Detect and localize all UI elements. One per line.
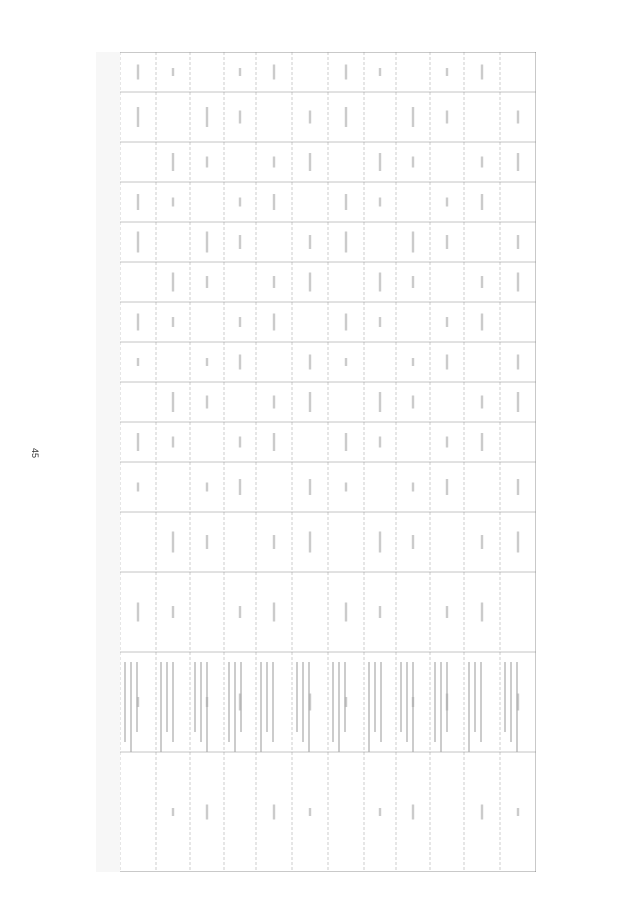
unreadable-cell-value [206, 107, 208, 127]
unreadable-cell-value [379, 808, 381, 816]
unreadable-cell-value [273, 194, 275, 210]
unreadable-cell-value [309, 479, 311, 495]
unreadable-row-name [332, 662, 334, 742]
unreadable-cell-value [379, 532, 381, 553]
unreadable-cell-value [172, 392, 174, 412]
unreadable-cell-value [412, 535, 414, 549]
unreadable-cell-value [273, 433, 275, 451]
unreadable-cell-value [206, 805, 208, 820]
unreadable-row-name [266, 662, 268, 732]
unreadable-row-name [344, 662, 346, 732]
unreadable-cell-value [309, 355, 311, 370]
unreadable-cell-value [345, 358, 347, 366]
unreadable-row-name [380, 662, 382, 742]
unreadable-cell-value [481, 314, 483, 331]
unreadable-cell-value [137, 483, 139, 492]
unreadable-cell-value [273, 535, 275, 549]
unreadable-cell-value [239, 235, 241, 249]
budget-program-table [96, 52, 536, 872]
unreadable-cell-value [273, 157, 275, 168]
unreadable-cell-value [239, 68, 241, 76]
unreadable-cell-value [481, 603, 483, 622]
unreadable-cell-value [137, 194, 139, 210]
unreadable-cell-value [137, 603, 139, 622]
unreadable-row-name [160, 662, 162, 752]
unreadable-row-name [400, 662, 402, 732]
unreadable-cell-value [345, 232, 347, 253]
unreadable-row-name [206, 662, 208, 752]
unreadable-row-name [302, 662, 304, 742]
unreadable-cell-value [172, 153, 174, 171]
unreadable-cell-value [379, 68, 381, 76]
unreadable-cell-value [345, 603, 347, 622]
unreadable-row-name [130, 662, 132, 752]
unreadable-cell-value [239, 317, 241, 327]
unreadable-cell-value [481, 194, 483, 210]
unreadable-row-name [296, 662, 298, 732]
unreadable-cell-value [137, 433, 139, 451]
unreadable-cell-value [481, 157, 483, 168]
unreadable-cell-value [379, 392, 381, 412]
unreadable-row-name [172, 662, 174, 742]
unreadable-cell-value [446, 111, 448, 124]
unreadable-row-name [272, 662, 274, 742]
unreadable-cell-value [206, 535, 208, 549]
unreadable-cell-value [446, 68, 448, 76]
unreadable-row-name [200, 662, 202, 742]
unreadable-cell-value [517, 111, 519, 124]
unreadable-cell-value [137, 314, 139, 331]
unreadable-cell-value [309, 808, 311, 816]
unreadable-cell-value [481, 396, 483, 409]
unreadable-cell-value [172, 317, 174, 327]
unreadable-cell-value [446, 198, 448, 207]
unreadable-cell-value [412, 276, 414, 288]
unreadable-cell-value [379, 198, 381, 207]
unreadable-row-name [504, 662, 506, 732]
unreadable-cell-value [273, 276, 275, 288]
unreadable-cell-value [412, 107, 414, 127]
unreadable-cell-value [309, 392, 311, 412]
unreadable-cell-value [446, 235, 448, 249]
unreadable-cell-value [273, 65, 275, 80]
unreadable-cell-value [239, 606, 241, 618]
unreadable-cell-value [172, 437, 174, 448]
unreadable-cell-value [309, 235, 311, 249]
unreadable-cell-value [517, 392, 519, 412]
unreadable-cell-value [172, 606, 174, 618]
unreadable-cell-value [172, 198, 174, 207]
unreadable-cell-value [481, 805, 483, 820]
unreadable-row-name [474, 662, 476, 732]
unreadable-row-name [374, 662, 376, 732]
unreadable-row-name [260, 662, 262, 752]
unreadable-row-name [368, 662, 370, 752]
unreadable-cell-value [239, 437, 241, 448]
unreadable-cell-value [239, 479, 241, 495]
unreadable-cell-value [137, 358, 139, 366]
unreadable-cell-value [206, 232, 208, 253]
unreadable-cell-value [206, 157, 208, 168]
unreadable-cell-value [309, 273, 311, 292]
unreadable-cell-value [345, 433, 347, 451]
page-number: 45 [30, 447, 41, 459]
unreadable-row-name [338, 662, 340, 752]
unreadable-cell-value [345, 194, 347, 210]
unreadable-row-name [308, 662, 310, 752]
unreadable-cell-value [206, 483, 208, 492]
unreadable-row-name [406, 662, 408, 742]
unreadable-cell-value [309, 153, 311, 171]
unreadable-row-name [124, 662, 126, 742]
unreadable-cell-value [273, 396, 275, 409]
unreadable-cell-value [345, 107, 347, 127]
unreadable-cell-value [273, 314, 275, 331]
unreadable-row-name [166, 662, 168, 732]
unreadable-cell-value [206, 358, 208, 366]
unreadable-cell-value [379, 317, 381, 327]
unreadable-cell-value [379, 437, 381, 448]
unreadable-cell-value [379, 273, 381, 292]
unreadable-cell-value [517, 153, 519, 171]
unreadable-row-name [440, 662, 442, 752]
unreadable-row-name [468, 662, 470, 752]
unreadable-row-name [412, 662, 414, 752]
unreadable-cell-value [309, 111, 311, 124]
unreadable-row-name [516, 662, 518, 752]
header-band [96, 52, 120, 872]
unreadable-cell-value [379, 606, 381, 618]
unreadable-cell-value [517, 808, 519, 816]
unreadable-row-name [480, 662, 482, 742]
unreadable-cell-value [481, 433, 483, 451]
unreadable-cell-value [481, 276, 483, 288]
unreadable-cell-value [172, 68, 174, 76]
unreadable-cell-value [379, 153, 381, 171]
unreadable-cell-value [345, 65, 347, 80]
unreadable-cell-value [481, 535, 483, 549]
unreadable-cell-value [412, 358, 414, 366]
unreadable-cell-value [239, 355, 241, 370]
unreadable-row-name [446, 662, 448, 732]
unreadable-row-name [434, 662, 436, 742]
unreadable-cell-value [517, 235, 519, 249]
unreadable-cell-value [412, 396, 414, 409]
unreadable-cell-value [517, 532, 519, 553]
unreadable-cell-value [412, 157, 414, 168]
unreadable-row-name [510, 662, 512, 742]
unreadable-cell-value [273, 805, 275, 820]
unreadable-cell-value [412, 232, 414, 253]
unreadable-cell-value [172, 273, 174, 292]
unreadable-cell-value [412, 483, 414, 492]
unreadable-row-name [136, 662, 138, 732]
unreadable-cell-value [446, 606, 448, 618]
unreadable-cell-value [345, 314, 347, 331]
unreadable-cell-value [517, 479, 519, 495]
unreadable-row-name [234, 662, 236, 752]
unreadable-cell-value [446, 317, 448, 327]
unreadable-cell-value [446, 437, 448, 448]
unreadable-row-name [240, 662, 242, 732]
unreadable-row-name [228, 662, 230, 742]
unreadable-cell-value [412, 805, 414, 820]
unreadable-cell-value [206, 396, 208, 409]
unreadable-cell-value [309, 532, 311, 553]
unreadable-cell-value [345, 483, 347, 492]
unreadable-cell-value [137, 107, 139, 127]
unreadable-cell-value [206, 276, 208, 288]
unreadable-cell-value [517, 355, 519, 370]
unreadable-cell-value [517, 273, 519, 292]
unreadable-cell-value [239, 111, 241, 124]
unreadable-cell-value [239, 198, 241, 207]
unreadable-row-name [194, 662, 196, 732]
unreadable-cell-value [172, 532, 174, 553]
unreadable-cell-value [137, 65, 139, 80]
unreadable-cell-value [172, 808, 174, 816]
unreadable-cell-value [481, 65, 483, 80]
unreadable-cell-value [137, 232, 139, 253]
unreadable-cell-value [273, 603, 275, 622]
unreadable-cell-value [446, 479, 448, 495]
rotated-table-page [96, 52, 536, 877]
unreadable-cell-value [446, 355, 448, 370]
